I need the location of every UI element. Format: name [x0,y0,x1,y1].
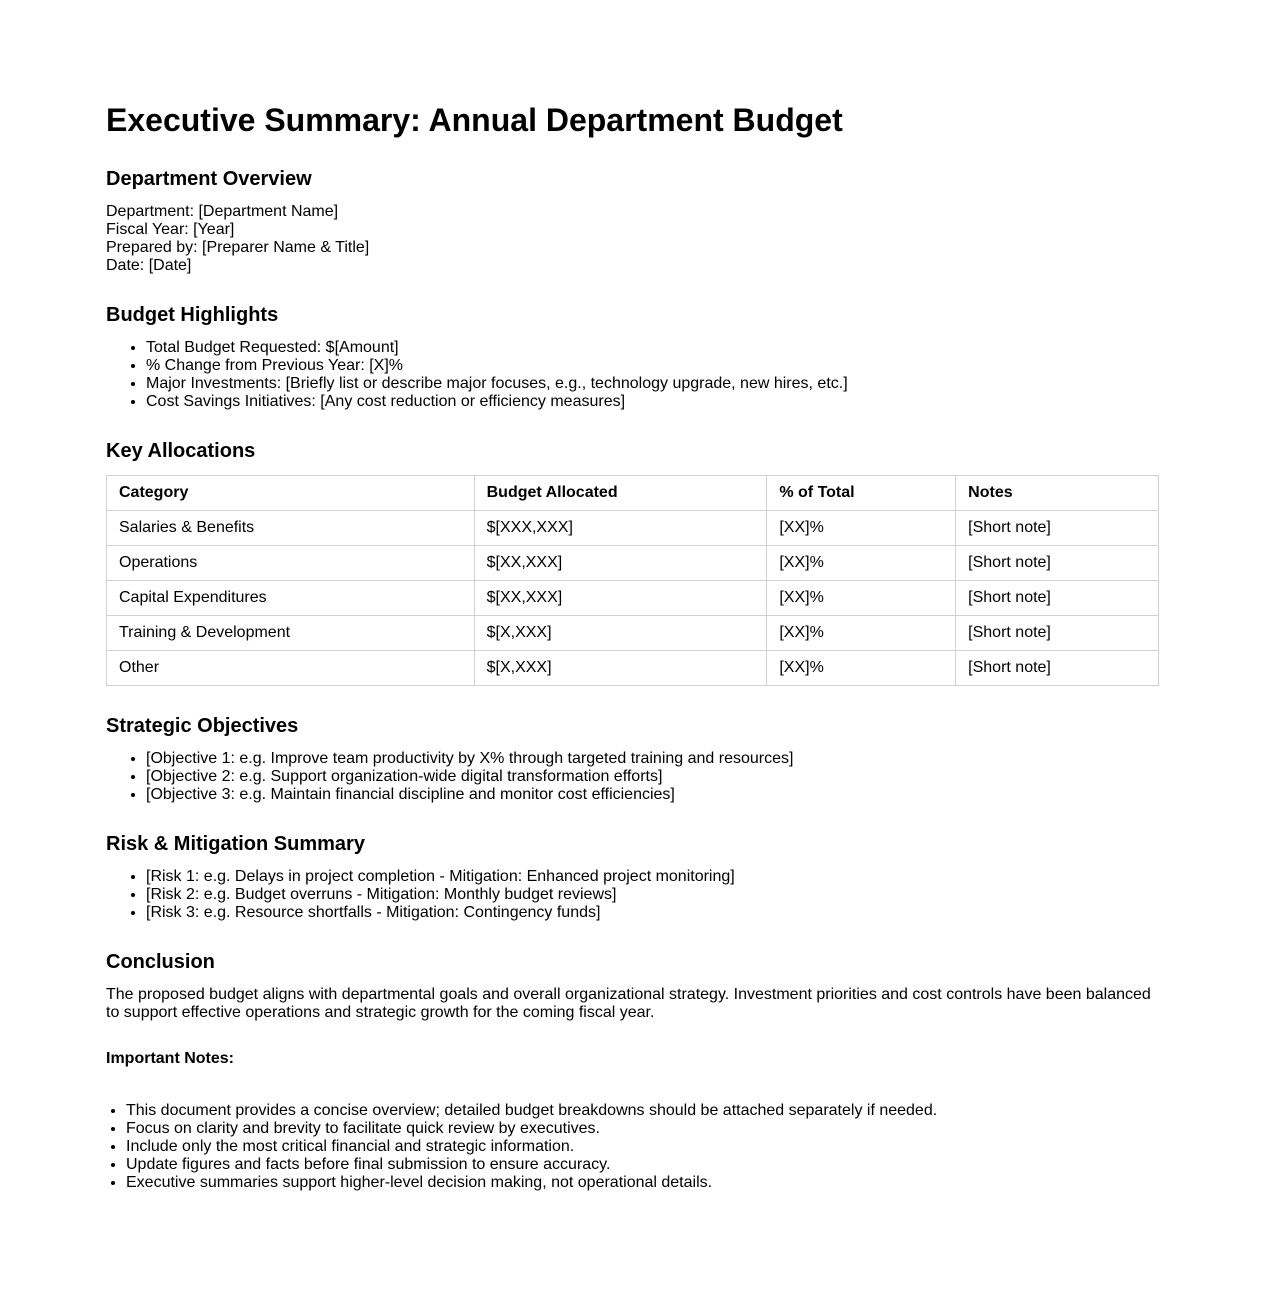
overview-details [106,203,1158,275]
list-item: • [Risk 3: e.g. Resource shortfalls - Mitigation: Contingency funds] [146,904,1158,922]
table-cell: [XX]% [767,511,956,546]
list-item: • [Objective 3: e.g. Maintain financial discipline and monitor cost efficiencies] [146,786,1158,804]
table-cell: [Short note] [956,546,1159,581]
allocations-table [106,475,1159,686]
table-cell: $[XX,XXX] [474,546,767,581]
list-item: • Update figures and facts before final submission to ensure accuracy. [126,1156,1158,1174]
table-cell: [Short note] [956,511,1159,546]
highlights-heading: Budget Highlights [106,304,279,326]
list-item: • [Objective 1: e.g. Improve team productivity by X% through targeted training and resources] [146,750,1158,768]
risks-list [106,868,1158,922]
table-row [107,581,1159,616]
overview-date: Date: [Date] [106,257,192,274]
column-header: Notes [956,476,1159,511]
table-cell: [Short note] [956,581,1159,616]
list-item: • Cost Savings Initiatives: [Any cost reduction or efficiency measures] [146,393,1158,411]
table-cell: Operations [107,546,475,581]
table-cell: [XX]% [767,581,956,616]
table-cell: Other [107,651,475,686]
overview-fiscal-year: Fiscal Year: [Year] [106,221,235,238]
table-cell: $[X,XXX] [474,651,767,686]
list-item: • Total Budget Requested: $[Amount] [146,339,1158,357]
overview-heading: Department Overview [106,168,312,190]
list-item: • [Risk 1: e.g. Delays in project completion - Mitigation: Enhanced project monitoring] [146,868,1158,886]
table-cell: [XX]% [767,651,956,686]
column-header: Budget Allocated [474,476,767,511]
list-item: • Executive summaries support higher-level decision making, not operational details. [126,1174,1158,1192]
overview-prepared-by: Prepared by: [Preparer Name & Title] [106,239,370,256]
table-cell: Training & Development [107,616,475,651]
table-cell: Capital Expenditures [107,581,475,616]
table-cell: $[XX,XXX] [474,581,767,616]
table-cell: $[X,XXX] [474,616,767,651]
highlights-list [106,339,1158,411]
objectives-heading: Strategic Objectives [106,715,299,737]
list-item: • % Change from Previous Year: [X]% [146,357,1158,375]
risks-heading: Risk & Mitigation Summary [106,833,365,855]
table-row [107,511,1159,546]
page-title: Executive Summary: Annual Department Budget [106,102,843,138]
objectives-list [106,750,1158,804]
table-row [107,546,1159,581]
important-notes-list [106,1102,1158,1192]
table-cell: Salaries & Benefits [107,511,475,546]
table-header-row [107,476,1159,511]
list-item: • [Risk 2: e.g. Budget overruns - Mitigation: Monthly budget reviews] [146,886,1158,904]
table-cell: $[XXX,XXX] [474,511,767,546]
table-cell: [XX]% [767,616,956,651]
table-row [107,616,1159,651]
list-item: • Include only the most critical financial and strategic information. [126,1138,1158,1156]
list-item: • Focus on clarity and brevity to facilitate quick review by executives. [126,1120,1158,1138]
table-cell: [Short note] [956,616,1159,651]
list-item: • [Objective 2: e.g. Support organization-wide digital transformation efforts] [146,768,1158,786]
list-item: • This document provides a concise overview; detailed budget breakdowns should be attached separately if needed. [126,1102,1158,1120]
list-item: • Major Investments: [Briefly list or describe major focuses, e.g., technology upgrade, new hires, etc.] [146,375,1158,393]
table-row [107,651,1159,686]
table-cell: [XX]% [767,546,956,581]
column-header: % of Total [767,476,956,511]
conclusion-text: The proposed budget aligns with departmental goals and overall organizational strategy. Investment priorities and cost controls have been balanced to support effective operations and strategic growth for the coming fiscal year. [106,986,1151,1021]
table-cell: [Short note] [956,651,1159,686]
important-notes-heading: Important Notes: [106,1050,234,1067]
document [106,0,1158,1192]
column-header: Category [107,476,475,511]
conclusion-heading: Conclusion [106,951,215,973]
allocations-heading: Key Allocations [106,440,256,462]
overview-department: Department: [Department Name] [106,203,339,220]
